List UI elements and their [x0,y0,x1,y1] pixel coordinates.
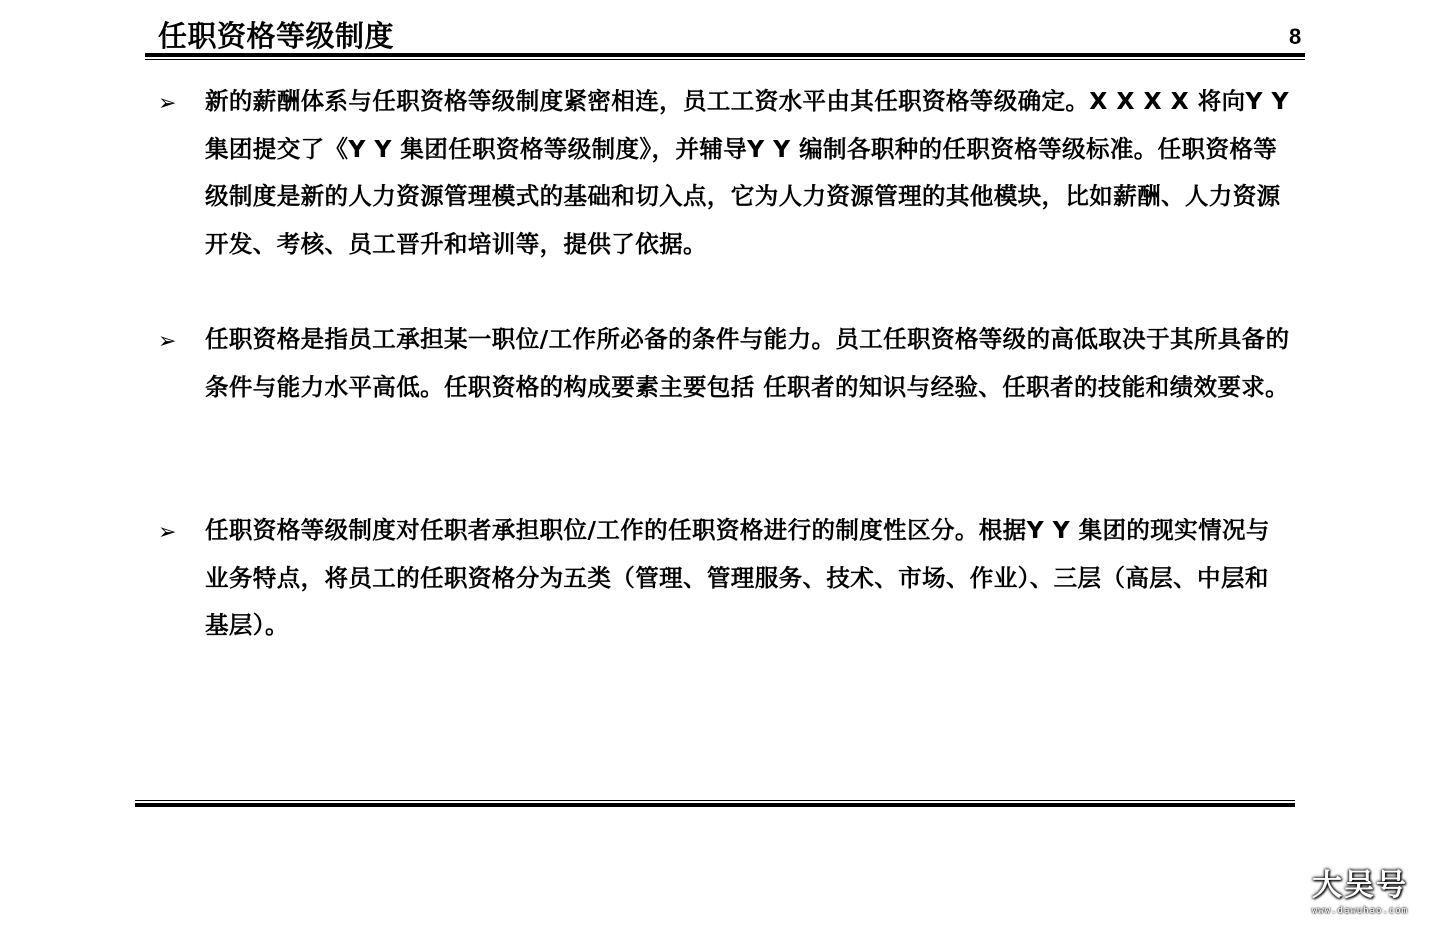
bullet-item-3 [158,507,1298,655]
footer-rule-thin [135,800,1295,801]
bullet-item-2 [158,316,1298,464]
bullet-arrow-icon: ➢ [158,329,177,354]
bullet-arrow-icon: ➢ [158,91,177,116]
bullet-arrow-icon: ➢ [158,520,177,545]
header-rule-thin [145,59,1305,60]
bullet-text: 任职资格是指员工承担某一职位/工作所必备的条件与能力。员工任职资格等级的高低取决于其所具备的条件与能力水平高低。任职资格的构成要素主要包括 任职者的知识与经验、任职者的技能和绩效要求。 [205,325,1290,401]
page-number: 8 [1289,24,1302,49]
watermark-main-text: 大吴号 [1312,868,1408,903]
watermark-logo [1304,868,1416,918]
bullet-item-1 [158,78,1298,274]
bullet-text: 任职资格等级制度对任职者承担职位/工作的任职资格进行的制度性区分。根据Y Y 集团的现实情况与业务特点，将员工的任职资格分为五类（管理、管理服务、技术、市场、作业）、三层（高层、中层和基层）。 [205,516,1270,639]
footer-rule-thick [135,803,1295,807]
bullet-text: 新的薪酬体系与任职资格等级制度紧密相连，员工工资水平由其任职资格等级确定。X X X X 将向Y Y 集团提交了《Y Y 集团任职资格等级制度》，并辅导Y Y 编制各职种的任职资格等级标准。任职资格等级制度是新的人力资源管理模式的基础和切入点，它为人力资源管理的其他模块，比如薪酬、人力资源开发、考核、员工晋升和培训等，提供了依据。 [205,87,1289,258]
header-rule-thick [145,53,1305,57]
slide-title: 任职资格等级制度 [158,19,395,53]
watermark-sub-text: www.dawuhao.com [1311,906,1409,916]
